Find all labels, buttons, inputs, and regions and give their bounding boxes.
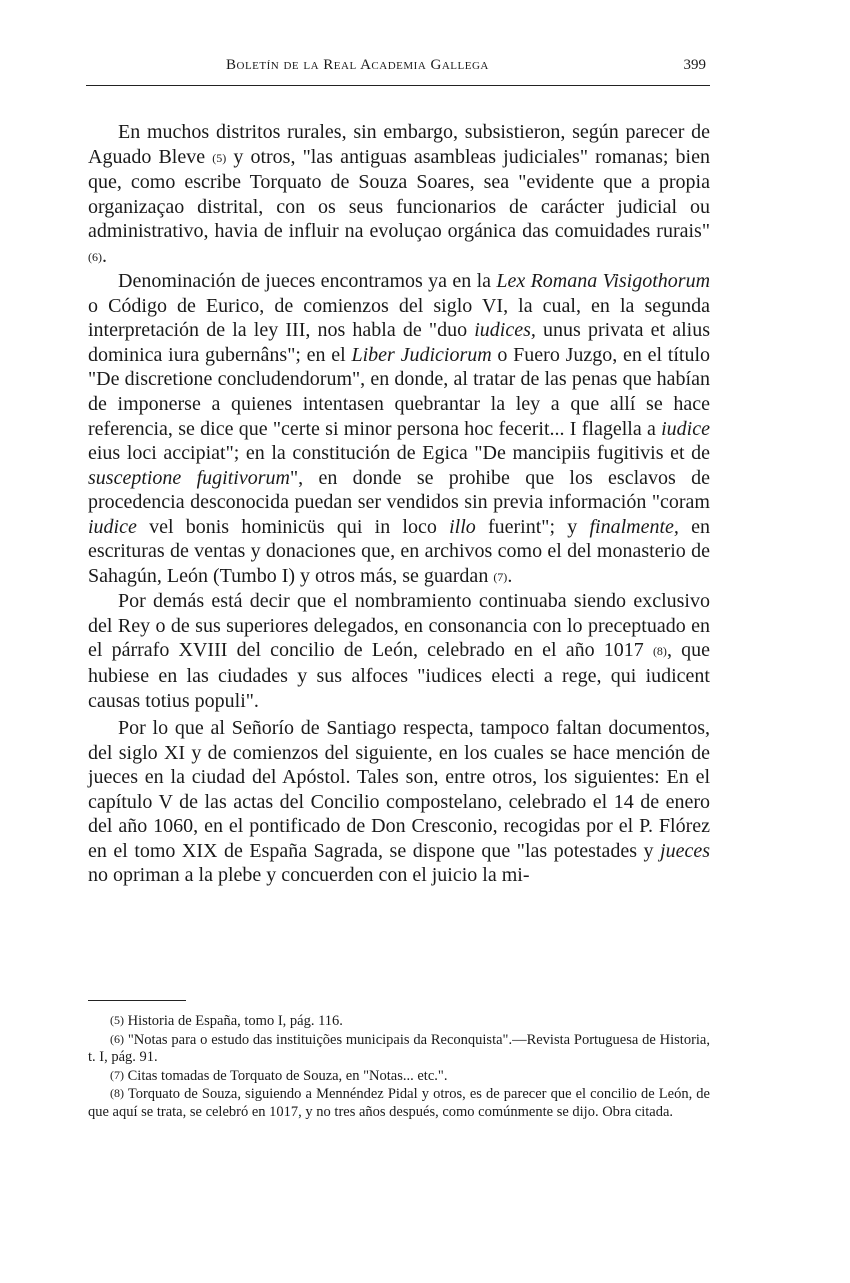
italic-run: iudice: [661, 417, 710, 440]
text-run: fuerint"; y: [475, 515, 590, 538]
text-run: ", en donde se prohibe que los esclavos de procedencia desconocida puedan ser vendidos sin previa información "coram: [88, 466, 711, 514]
footnote-mark: (5): [110, 1013, 124, 1027]
text-run: , que hubiese en las ciudades y sus alfoces "iudices electi a rege, qui iudicent causas totius populi".: [88, 639, 710, 712]
text-run: no opriman a la plebe y concuerden con el juicio la mi-: [88, 864, 530, 887]
paragraph-4: [88, 716, 710, 888]
text-run: Por demás está decir que el nombramiento continuaba siendo exclusivo del Rey o de sus superiores delegados, en consonancia con lo preceptuado en el párrafo XVIII del concilio de León, celebrado en el año 1017: [88, 590, 710, 662]
footnote-7: [88, 1067, 710, 1086]
footnote-text: Citas tomadas de Torquato de Souza, en "Notas... etc.".: [124, 1067, 448, 1084]
paragraph-3: [88, 589, 710, 713]
text-run: o Código de Eurico, de comienzos del siglo VI, la cual, en la segunda interpretación de la ley III, nos habla de "duo: [88, 294, 710, 342]
footnote-5: [88, 1012, 710, 1031]
footnote-8: [88, 1085, 710, 1121]
text-run: .: [507, 564, 513, 587]
italic-run: susceptione fugitivorum: [88, 466, 290, 489]
footnote-ref-7: (7): [493, 569, 508, 584]
text-run: eius loci accipiat"; en la constitución de Egica "De mancipiis fugitivis et de: [88, 442, 710, 465]
text-run: .: [102, 244, 107, 267]
text-run: o Fuero Juzgo, en el título "De discretione concludendorum", en donde, al tratar de las penas que habían de imponerse a quienes intentasen quebrantar la ley a que allí se hace referencia, se dice que "certe si minor persona hoc fecerit... I flagella a: [88, 343, 711, 440]
footnote-mark: (6): [110, 1031, 124, 1046]
footnote-ref-5: (5): [212, 150, 227, 165]
footnote-6: [88, 1031, 710, 1067]
text-run: vel bonis hominicüs qui in loco: [136, 515, 450, 538]
italic-run: finalmente,: [589, 515, 679, 538]
text-run: en escrituras de ventas y donaciones que, en archivos como el del monasterio de Sahagún, León (Tumbo I) y otros más, se guardan: [88, 515, 710, 587]
text-run: y otros, "las antiguas asambleas judiciales" romanas; bien que, como escribe Torquato de Souza Soares, sea "evidente que a propia organizaçao distrital, con os seus funcionarios de carácter judicial ou administrativo, havia de influir na evoluçao orgánica das comuidades rurais": [88, 145, 710, 243]
body-text: [88, 120, 710, 888]
italic-run: illo: [449, 515, 476, 538]
footnote-text: Historia de España, tomo I, pág. 116.: [124, 1013, 343, 1029]
text-run: Por lo que al Señorío de Santiago respecta, tampoco faltan documentos, del siglo XI y de comienzos del siguiente, en los cuales se hace mención de jueces en la ciudad del Apóstol. Tales son, entre otros, los siguientes: En el capítulo V de las actas del Concilio compostelano, celebrado el 14 de enero del año 1060, en el pontificado de Don Cresconio, recogidas por el P. Flórez en el tomo XIX de España Sagrada, se dispone que "las potestades y: [88, 717, 710, 862]
paragraph-2: [88, 269, 710, 589]
page-header: [86, 57, 710, 86]
footnote-ref-6: (6): [88, 249, 102, 264]
footnote-ref-8: (8): [652, 644, 667, 659]
footnote-text: Torquato de Souza, siguiendo a Mennéndez Pidal y otros, es de parecer que el concilio de León, de que aquí se trata, se celebró en 1017, y no tres años después, como comúnmente se dijo. Obra citada.: [88, 1086, 710, 1120]
page-number: 399: [683, 57, 706, 73]
italic-run: jueces: [660, 839, 710, 862]
footnote-mark: (8): [110, 1086, 124, 1100]
running-title: Boletín de la Real Academia Gallega: [226, 57, 489, 73]
footnote-mark: (7): [110, 1067, 124, 1082]
text-run: En muchos distritos rurales, sin embargo, subsistieron, según parecer de Aguado Bleve: [88, 121, 710, 168]
italic-run: Lex Romana Visigothorum: [496, 270, 711, 293]
text-run: unus privata et alius dominica iura gubernâns"; en el: [88, 319, 710, 366]
italic-run: iudices,: [474, 319, 536, 342]
footnote-text: "Notas para o estudo das instituições municipais da Reconquista".—Revista Portuguesa de Historia, t. I, pág. 91.: [88, 1031, 710, 1065]
footnotes: [88, 1012, 710, 1121]
italic-run: iudice: [88, 515, 137, 538]
paragraph-1: [88, 120, 710, 269]
italic-run: Liber Judiciorum: [351, 343, 492, 366]
text-run: Denominación de jueces encontramos ya en la: [118, 270, 497, 293]
footnote-divider: [88, 1000, 186, 1001]
